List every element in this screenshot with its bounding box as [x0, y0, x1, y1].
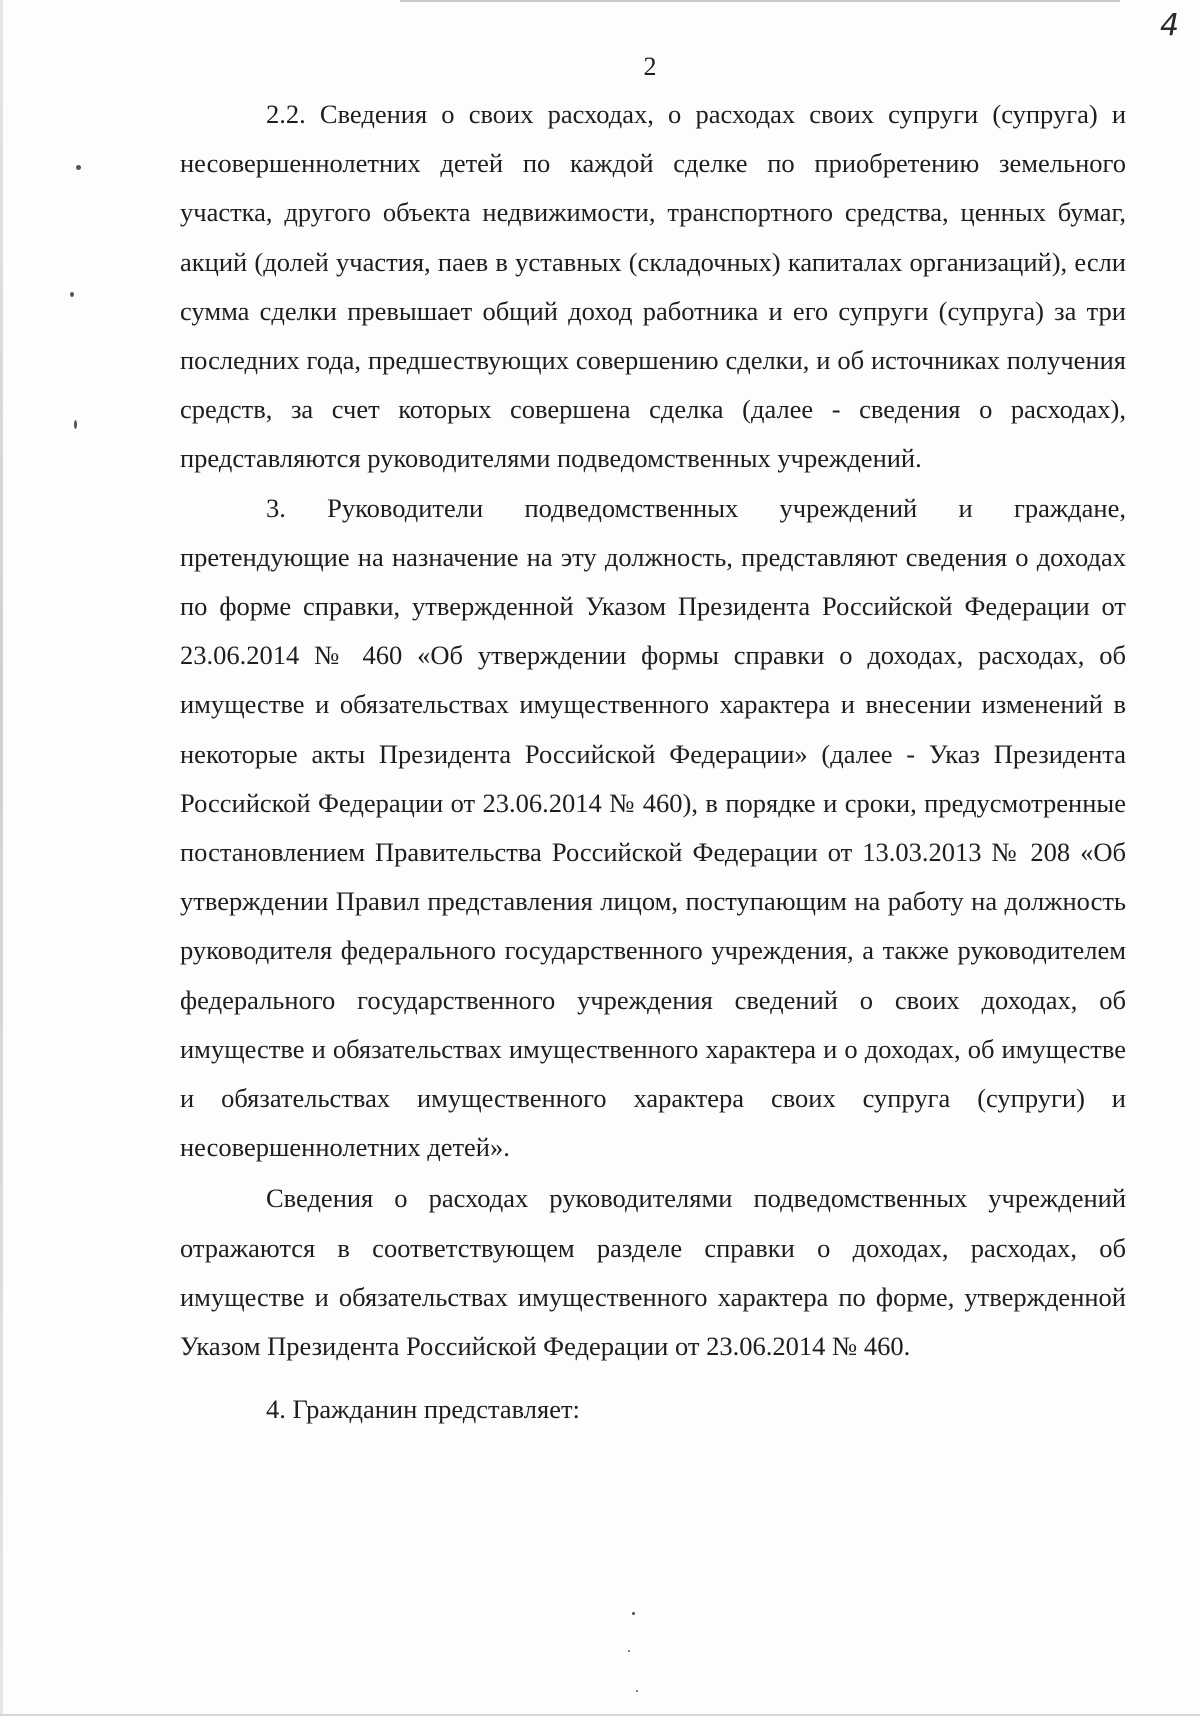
- scan-speck: [632, 1612, 635, 1615]
- scan-speck: [70, 292, 74, 297]
- paragraph-3: 3. Руководители подведомственных учреждений и граждане, претендующие на назначение на эту должность, представляют сведения о доходах по форме справки, утвержденной Указом Президента Российской Федерации от 23.06.2014 № 460 «Об утверждении формы справки о доходах, расходах, об имуществе и обязательствах имущественного характера и внесении изменений в некоторые акты Президента Российской Федерации» (далее - Указ Президента Российской Федерации от 23.06.2014 № 460), в порядке и сроки, предусмотренные постановлением Правительства Российской Федерации от 13.03.2013 № 208 «Об утверждении Правил представления лицом, поступающим на работу на должность руководителя федерального государственного учреждения, а также руководителем федерального государственного учреждения сведений о своих доходах, об имуществе и обязательствах имущественного характера и о доходах, об имуществе и обязательствах имущественного характера своих супруга (супруги) и несовершеннолетних детей».: [180, 492, 1126, 1163]
- paragraph-expenses-info: Сведения о расходах руководителями подведомственных учреждений отражаются в соответствующем разделе справки о доходах, расходах, об имуществе и обязательствах имущественного характера по форме, утвержденной Указом Президента Российской Федерации от 23.06.2014 № 460.: [180, 1183, 1126, 1362]
- scan-top-edge: [400, 0, 1120, 2]
- scan-speck: [76, 165, 81, 170]
- handwritten-page-mark: 4: [1160, 8, 1180, 43]
- document-body: [180, 90, 1126, 1434]
- paragraph-4: 4. Гражданин представляет:: [266, 1394, 580, 1425]
- paragraph-2-2: 2.2. Сведения о своих расходах, о расходах своих супруги (супруга) и несовершеннолетних детей по каждой сделке по приобретению земельного участка, другого объекта недвижимости, транспортного средства, ценных бумаг, акций (долей участия, паев в уставных (складочных) капиталах организаций), если сумма сделки превышает общий доход работника и его супруги (супруга) за три последних года, предшествующих совершению сделки, и об источниках получения средств, за счет которых совершена сделка (далее - сведения о расходах), представляются руководителями подведомственных учреждений.: [180, 99, 1126, 474]
- page-number: 2: [643, 52, 657, 81]
- scan-speck: [74, 420, 77, 429]
- scan-speck: [636, 1690, 638, 1692]
- scan-speck: [628, 1650, 630, 1652]
- scan-left-edge: [0, 0, 3, 1716]
